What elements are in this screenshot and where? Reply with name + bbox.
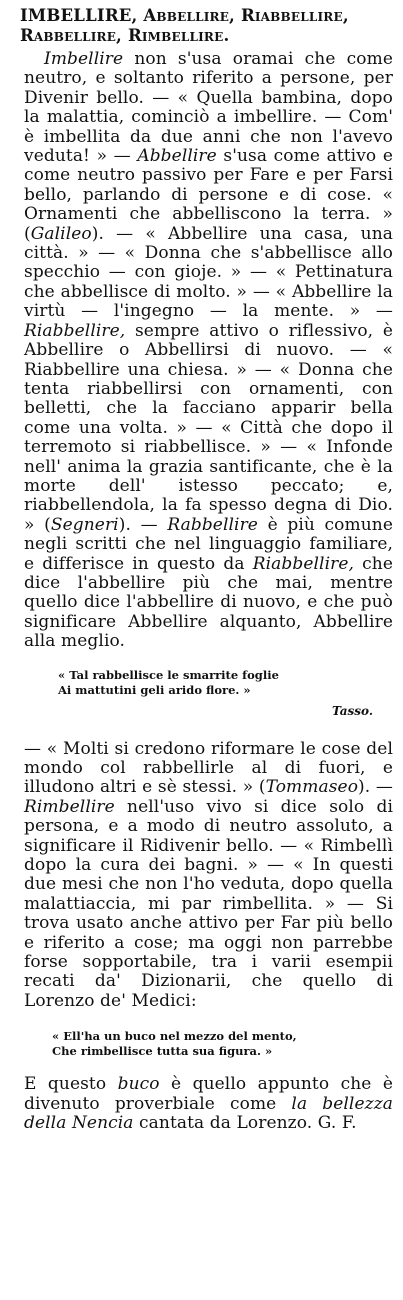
term-abbellire: Abbellire — [137, 146, 217, 167]
citation-tommaseo: Tommaseo — [265, 777, 359, 798]
text-run: E questo — [24, 1074, 118, 1095]
paragraph-rimbellire — [24, 740, 393, 1012]
verse-line: Ai mattutini geli arido flore. » — [58, 682, 251, 697]
text-run: è quello appunto che è divenuto proverbiale come — [24, 1074, 393, 1114]
verse-quote-lorenzo — [24, 1029, 393, 1059]
term-rabbellire: Rabbellire — [167, 514, 258, 535]
verse-line: « Tal rabbellisce le smarrite foglie — [58, 667, 279, 682]
text-run: non s'usa oramai che come neutro, e soltanto riferito a persone, per Divenir bello. — « Quella bambina, dopo la malattia, cominciò a imbellire. — Com' è imbellita da due anni che non l'avevo veduta! » — — [24, 49, 393, 167]
text-run: sempre attivo o riflessivo, è Abbellire o Abbellirsi di nuovo. — « Riabbellire una chiesa. » — « Donna che tenta riabbellirsi con ornamenti, con belletti, che la facciano apparir bella come una volta. » — « Città che dopo il terremoto si riabbellisce. » — « Infonde nell' anima la grazia santificante, che è la morte dell' istesso peccato; e, riabbellendola, la fa spesso degna di Dio. » ( — [24, 320, 393, 535]
entry-heading — [20, 6, 393, 46]
verse-line: « Ell'ha un buco nel mezzo del mento, — [52, 1029, 297, 1044]
text-run: ). — — [118, 514, 168, 535]
entry-heading-lead: IMBELLIRE, — [20, 6, 138, 25]
verse-line: Che rimbellisce tutta sua figura. » — [52, 1044, 273, 1059]
text-run: è più comune negli scritti che nel linguaggio familiare, e differisce in questo da — [24, 514, 393, 574]
entry-heading-rest: Abbellire, Riabbellire, Rabbellire, Rimbellire. — [20, 6, 349, 45]
text-run: s'usa come attivo e come neutro passivo per Fare e per Farsi bello, parlando di persone e di cose. « Ornamenti che abbelliscono la terra. » ( — [24, 146, 393, 244]
text-run: — « Molti si credono riformare le cose del mondo col rabbellirle al di fuori, e illudono altri e sè stessi. » ( — [24, 738, 393, 798]
text-run: ). — — [358, 777, 393, 798]
paragraph-imbellire — [24, 50, 393, 652]
term-riabbellire: Riabbellire, — [24, 320, 126, 341]
citation-segneri: Segneri — [50, 514, 119, 535]
text-run: cantata da Lorenzo. G. F. — [133, 1113, 357, 1134]
verse-author: Tasso. — [331, 703, 373, 718]
text-run: nell'uso vivo si dice solo di persona, e a modo di neutro assoluto, a significare il Ridivenir bello. — « Rimbellì dopo la cura dei bagni. » — « In questi due mesi che non l'ho veduta, dopo quella malattiaccia, mi par rimbellita. » — Si trova usato anche attivo per Far più bello e riferito a cose; ma oggi non parrebbe forse sopportabile, tra i varii esempii recati da' Dizionarii, che quello di Lorenzo de' Medici: — [24, 796, 393, 1011]
verse-quote-tasso — [24, 668, 393, 698]
paragraph-buco — [24, 1075, 393, 1133]
phrase-bellezza-nencia: la bellezza della Nencia — [24, 1093, 393, 1134]
text-run: ). — « Abbellire una casa, una città. » — « Donna che s'abbellisce allo specchio — con gioje. » — « Pettinatura che abbellisce di molto. » — « Abbellire la virtù — l'ingegno — la mente. » — — [24, 223, 393, 322]
text-run: che dice l'abbellire più che mai, mentre quello dice l'abbellire di nuovo, e che può significare Abbellire alquanto, Abbellire alla meglio. — [24, 553, 393, 652]
term-imbellire: Imbellire — [44, 49, 124, 69]
term-rimbellire: Rimbellire — [24, 796, 115, 817]
term-riabbellire-2: Riabbellire, — [252, 553, 355, 574]
citation-galileo: Galileo — [30, 223, 92, 244]
term-buco: buco — [117, 1074, 160, 1095]
